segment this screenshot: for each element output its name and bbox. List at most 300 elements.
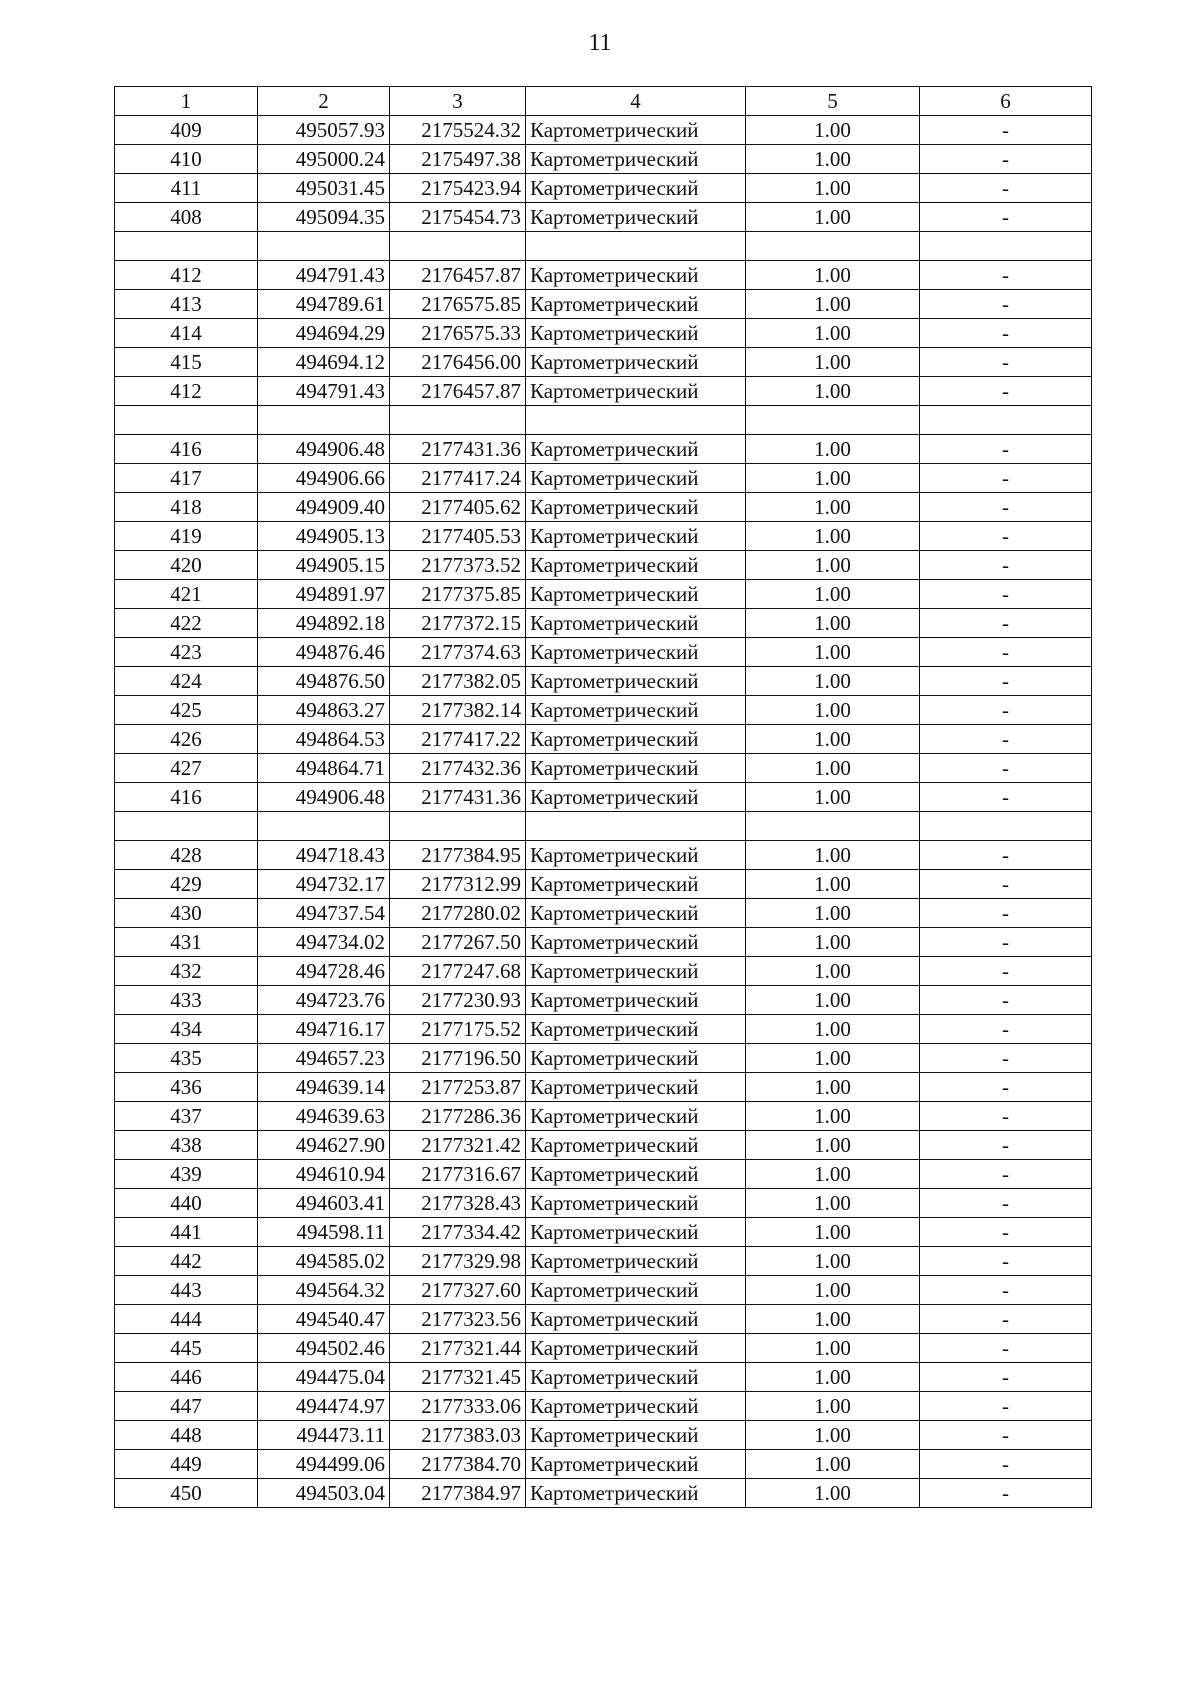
accuracy-cell: 1.00 [746, 203, 920, 232]
y-coordinate-cell: 2177432.36 [390, 754, 526, 783]
accuracy-cell: 1.00 [746, 493, 920, 522]
method-cell: Картометрический [526, 1305, 746, 1334]
y-coordinate-cell: 2177280.02 [390, 899, 526, 928]
accuracy-cell: 1.00 [746, 145, 920, 174]
method-cell: Картометрический [526, 1276, 746, 1305]
method-cell: Картометрический [526, 725, 746, 754]
method-cell: Картометрический [526, 696, 746, 725]
accuracy-cell: 1.00 [746, 870, 920, 899]
note-cell: - [920, 1305, 1092, 1334]
y-coordinate-cell: 2177321.45 [390, 1363, 526, 1392]
note-cell: - [920, 1363, 1092, 1392]
note-cell: - [920, 783, 1092, 812]
y-coordinate-cell: 2177375.85 [390, 580, 526, 609]
note-cell: - [920, 957, 1092, 986]
accuracy-cell: 1.00 [746, 174, 920, 203]
point-number-cell: 427 [115, 754, 258, 783]
table-row [115, 1392, 1092, 1421]
accuracy-cell: 1.00 [746, 1218, 920, 1247]
method-cell: Картометрический [526, 261, 746, 290]
method-cell: Картометрический [526, 1334, 746, 1363]
method-cell: Картометрический [526, 551, 746, 580]
note-cell: - [920, 522, 1092, 551]
accuracy-cell: 1.00 [746, 261, 920, 290]
method-cell: Картометрический [526, 1479, 746, 1508]
x-coordinate-cell: 494905.13 [258, 522, 390, 551]
note-cell: - [920, 348, 1092, 377]
table-row [115, 174, 1092, 203]
x-coordinate-cell: 494694.12 [258, 348, 390, 377]
y-coordinate-cell: 2177431.36 [390, 435, 526, 464]
method-cell: Картометрический [526, 116, 746, 145]
accuracy-cell: 1.00 [746, 319, 920, 348]
x-coordinate-cell: 494791.43 [258, 377, 390, 406]
y-coordinate-cell: 2175454.73 [390, 203, 526, 232]
x-coordinate-cell: 494791.43 [258, 261, 390, 290]
note-cell [920, 232, 1092, 261]
accuracy-cell: 1.00 [746, 725, 920, 754]
y-coordinate-cell: 2177286.36 [390, 1102, 526, 1131]
table-separator-row [115, 232, 1092, 261]
point-number-cell: 445 [115, 1334, 258, 1363]
accuracy-cell: 1.00 [746, 1363, 920, 1392]
note-cell: - [920, 1015, 1092, 1044]
y-coordinate-cell: 2177230.93 [390, 986, 526, 1015]
method-cell: Картометрический [526, 1131, 746, 1160]
point-number-cell: 423 [115, 638, 258, 667]
method-cell: Картометрический [526, 1102, 746, 1131]
table-row [115, 754, 1092, 783]
accuracy-cell: 1.00 [746, 580, 920, 609]
x-coordinate-cell: 494906.66 [258, 464, 390, 493]
point-number-cell: 416 [115, 435, 258, 464]
table-row [115, 783, 1092, 812]
point-number-cell: 426 [115, 725, 258, 754]
note-cell: - [920, 580, 1092, 609]
x-coordinate-cell: 494585.02 [258, 1247, 390, 1276]
table-row [115, 1189, 1092, 1218]
accuracy-cell: 1.00 [746, 696, 920, 725]
point-number-cell: 412 [115, 261, 258, 290]
note-cell: - [920, 1392, 1092, 1421]
x-coordinate-cell: 494716.17 [258, 1015, 390, 1044]
x-coordinate-cell: 494474.97 [258, 1392, 390, 1421]
table-separator-row [115, 812, 1092, 841]
point-number-cell: 420 [115, 551, 258, 580]
note-cell: - [920, 754, 1092, 783]
method-cell [526, 232, 746, 261]
point-number-cell: 439 [115, 1160, 258, 1189]
method-cell: Картометрический [526, 1392, 746, 1421]
y-coordinate-cell: 2177431.36 [390, 783, 526, 812]
method-cell: Картометрический [526, 899, 746, 928]
note-cell: - [920, 1218, 1092, 1247]
point-number-cell: 443 [115, 1276, 258, 1305]
table-row [115, 1073, 1092, 1102]
table-row [115, 435, 1092, 464]
point-number-cell: 448 [115, 1421, 258, 1450]
table-row [115, 725, 1092, 754]
point-number-cell: 438 [115, 1131, 258, 1160]
x-coordinate-cell: 494502.46 [258, 1334, 390, 1363]
accuracy-cell: 1.00 [746, 377, 920, 406]
y-coordinate-cell: 2177321.42 [390, 1131, 526, 1160]
x-coordinate-cell: 494603.41 [258, 1189, 390, 1218]
point-number-cell: 412 [115, 377, 258, 406]
y-coordinate-cell: 2176575.85 [390, 290, 526, 319]
method-cell: Картометрический [526, 377, 746, 406]
accuracy-cell: 1.00 [746, 1247, 920, 1276]
method-cell [526, 406, 746, 435]
accuracy-cell: 1.00 [746, 928, 920, 957]
accuracy-cell: 1.00 [746, 783, 920, 812]
note-cell: - [920, 1479, 1092, 1508]
table-row [115, 609, 1092, 638]
x-coordinate-cell: 494737.54 [258, 899, 390, 928]
point-number-cell [115, 812, 258, 841]
method-cell: Картометрический [526, 667, 746, 696]
point-number-cell: 421 [115, 580, 258, 609]
header-cell-2: 2 [258, 87, 390, 116]
method-cell: Картометрический [526, 319, 746, 348]
point-number-cell: 415 [115, 348, 258, 377]
table-header-row [115, 87, 1092, 116]
accuracy-cell [746, 812, 920, 841]
y-coordinate-cell: 2175524.32 [390, 116, 526, 145]
y-coordinate-cell: 2177374.63 [390, 638, 526, 667]
point-number-cell: 449 [115, 1450, 258, 1479]
method-cell: Картометрический [526, 203, 746, 232]
page-number: 11 [588, 30, 612, 56]
x-coordinate-cell: 494732.17 [258, 870, 390, 899]
table-row [115, 957, 1092, 986]
y-coordinate-cell: 2177267.50 [390, 928, 526, 957]
accuracy-cell: 1.00 [746, 1450, 920, 1479]
note-cell: - [920, 1073, 1092, 1102]
accuracy-cell: 1.00 [746, 464, 920, 493]
header-cell-4: 4 [526, 87, 746, 116]
y-coordinate-cell: 2177384.95 [390, 841, 526, 870]
note-cell: - [920, 928, 1092, 957]
accuracy-cell: 1.00 [746, 435, 920, 464]
method-cell: Картометрический [526, 1421, 746, 1450]
x-coordinate-cell: 494639.14 [258, 1073, 390, 1102]
y-coordinate-cell [390, 406, 526, 435]
point-number-cell: 440 [115, 1189, 258, 1218]
note-cell: - [920, 261, 1092, 290]
point-number-cell: 416 [115, 783, 258, 812]
note-cell: - [920, 377, 1092, 406]
accuracy-cell: 1.00 [746, 1334, 920, 1363]
point-number-cell [115, 232, 258, 261]
x-coordinate-cell: 495000.24 [258, 145, 390, 174]
point-number-cell: 442 [115, 1247, 258, 1276]
table-row [115, 928, 1092, 957]
x-coordinate-cell: 494876.50 [258, 667, 390, 696]
method-cell: Картометрический [526, 1015, 746, 1044]
y-coordinate-cell: 2177384.70 [390, 1450, 526, 1479]
table-row [115, 116, 1092, 145]
method-cell: Картометрический [526, 754, 746, 783]
y-coordinate-cell: 2177382.05 [390, 667, 526, 696]
table-row [115, 1276, 1092, 1305]
x-coordinate-cell: 494564.32 [258, 1276, 390, 1305]
x-coordinate-cell: 494610.94 [258, 1160, 390, 1189]
note-cell: - [920, 145, 1092, 174]
table-row [115, 1102, 1092, 1131]
coordinates-table-body [115, 87, 1092, 1508]
y-coordinate-cell: 2177312.99 [390, 870, 526, 899]
note-cell: - [920, 1044, 1092, 1073]
x-coordinate-cell: 495094.35 [258, 203, 390, 232]
y-coordinate-cell [390, 232, 526, 261]
method-cell: Картометрический [526, 464, 746, 493]
y-coordinate-cell: 2177253.87 [390, 1073, 526, 1102]
note-cell: - [920, 116, 1092, 145]
x-coordinate-cell: 494718.43 [258, 841, 390, 870]
note-cell: - [920, 1160, 1092, 1189]
accuracy-cell: 1.00 [746, 290, 920, 319]
table-row [115, 1305, 1092, 1334]
table-row [115, 638, 1092, 667]
point-number-cell: 418 [115, 493, 258, 522]
y-coordinate-cell: 2177417.24 [390, 464, 526, 493]
method-cell: Картометрический [526, 928, 746, 957]
point-number-cell: 410 [115, 145, 258, 174]
note-cell: - [920, 841, 1092, 870]
method-cell: Картометрический [526, 348, 746, 377]
x-coordinate-cell: 494906.48 [258, 435, 390, 464]
point-number-cell: 441 [115, 1218, 258, 1247]
method-cell: Картометрический [526, 435, 746, 464]
point-number-cell: 422 [115, 609, 258, 638]
x-coordinate-cell: 494789.61 [258, 290, 390, 319]
point-number-cell: 428 [115, 841, 258, 870]
point-number-cell: 431 [115, 928, 258, 957]
table-row [115, 348, 1092, 377]
y-coordinate-cell: 2177334.42 [390, 1218, 526, 1247]
y-coordinate-cell: 2177316.67 [390, 1160, 526, 1189]
method-cell: Картометрический [526, 870, 746, 899]
y-coordinate-cell: 2177372.15 [390, 609, 526, 638]
note-cell: - [920, 986, 1092, 1015]
table-row [115, 667, 1092, 696]
table-row [115, 899, 1092, 928]
method-cell: Картометрический [526, 841, 746, 870]
point-number-cell: 432 [115, 957, 258, 986]
method-cell: Картометрический [526, 1247, 746, 1276]
note-cell [920, 406, 1092, 435]
point-number-cell: 435 [115, 1044, 258, 1073]
y-coordinate-cell: 2177373.52 [390, 551, 526, 580]
accuracy-cell: 1.00 [746, 1189, 920, 1218]
note-cell: - [920, 493, 1092, 522]
point-number-cell: 444 [115, 1305, 258, 1334]
table-row [115, 522, 1092, 551]
header-cell-5: 5 [746, 87, 920, 116]
y-coordinate-cell: 2177417.22 [390, 725, 526, 754]
x-coordinate-cell: 494892.18 [258, 609, 390, 638]
x-coordinate-cell: 494891.97 [258, 580, 390, 609]
x-coordinate-cell: 494657.23 [258, 1044, 390, 1073]
y-coordinate-cell: 2176457.87 [390, 261, 526, 290]
y-coordinate-cell: 2177247.68 [390, 957, 526, 986]
table-row [115, 580, 1092, 609]
table-row [115, 203, 1092, 232]
accuracy-cell: 1.00 [746, 522, 920, 551]
y-coordinate-cell: 2177405.53 [390, 522, 526, 551]
table-row [115, 986, 1092, 1015]
header-cell-6: 6 [920, 87, 1092, 116]
table-row [115, 1044, 1092, 1073]
note-cell: - [920, 203, 1092, 232]
method-cell: Картометрический [526, 290, 746, 319]
x-coordinate-cell [258, 406, 390, 435]
method-cell: Картометрический [526, 145, 746, 174]
x-coordinate-cell: 494639.63 [258, 1102, 390, 1131]
note-cell: - [920, 870, 1092, 899]
note-cell: - [920, 667, 1092, 696]
x-coordinate-cell: 494864.71 [258, 754, 390, 783]
table-row [115, 1363, 1092, 1392]
method-cell: Картометрический [526, 1189, 746, 1218]
x-coordinate-cell: 495057.93 [258, 116, 390, 145]
x-coordinate-cell: 494905.15 [258, 551, 390, 580]
method-cell: Картометрический [526, 522, 746, 551]
note-cell: - [920, 725, 1092, 754]
point-number-cell: 425 [115, 696, 258, 725]
point-number-cell: 437 [115, 1102, 258, 1131]
header-cell-1: 1 [115, 87, 258, 116]
x-coordinate-cell: 494864.53 [258, 725, 390, 754]
method-cell: Картометрический [526, 609, 746, 638]
x-coordinate-cell: 495031.45 [258, 174, 390, 203]
accuracy-cell: 1.00 [746, 1276, 920, 1305]
y-coordinate-cell: 2177405.62 [390, 493, 526, 522]
x-coordinate-cell: 494598.11 [258, 1218, 390, 1247]
y-coordinate-cell: 2177321.44 [390, 1334, 526, 1363]
point-number-cell: 424 [115, 667, 258, 696]
accuracy-cell: 1.00 [746, 986, 920, 1015]
note-cell: - [920, 1334, 1092, 1363]
y-coordinate-cell: 2177175.52 [390, 1015, 526, 1044]
table-row [115, 870, 1092, 899]
y-coordinate-cell: 2177383.03 [390, 1421, 526, 1450]
accuracy-cell: 1.00 [746, 551, 920, 580]
table-row [115, 1015, 1092, 1044]
x-coordinate-cell: 494503.04 [258, 1479, 390, 1508]
x-coordinate-cell: 494909.40 [258, 493, 390, 522]
note-cell: - [920, 1421, 1092, 1450]
point-number-cell: 409 [115, 116, 258, 145]
y-coordinate-cell: 2177323.56 [390, 1305, 526, 1334]
coordinates-table [114, 86, 1092, 1508]
note-cell: - [920, 464, 1092, 493]
x-coordinate-cell: 494863.27 [258, 696, 390, 725]
accuracy-cell: 1.00 [746, 1392, 920, 1421]
x-coordinate-cell: 494723.76 [258, 986, 390, 1015]
accuracy-cell: 1.00 [746, 1044, 920, 1073]
note-cell: - [920, 696, 1092, 725]
x-coordinate-cell: 494876.46 [258, 638, 390, 667]
accuracy-cell: 1.00 [746, 348, 920, 377]
accuracy-cell: 1.00 [746, 638, 920, 667]
table-row [115, 551, 1092, 580]
point-number-cell: 430 [115, 899, 258, 928]
note-cell: - [920, 1131, 1092, 1160]
accuracy-cell: 1.00 [746, 841, 920, 870]
point-number-cell: 414 [115, 319, 258, 348]
note-cell: - [920, 1102, 1092, 1131]
table-row [115, 290, 1092, 319]
table-row [115, 696, 1092, 725]
point-number-cell: 436 [115, 1073, 258, 1102]
y-coordinate-cell: 2175497.38 [390, 145, 526, 174]
y-coordinate-cell: 2176575.33 [390, 319, 526, 348]
point-number-cell: 413 [115, 290, 258, 319]
table-row [115, 1421, 1092, 1450]
accuracy-cell: 1.00 [746, 957, 920, 986]
table-row [115, 319, 1092, 348]
note-cell: - [920, 609, 1092, 638]
note-cell: - [920, 1450, 1092, 1479]
method-cell: Картометрический [526, 580, 746, 609]
note-cell: - [920, 638, 1092, 667]
note-cell: - [920, 1276, 1092, 1305]
x-coordinate-cell [258, 232, 390, 261]
method-cell: Картометрический [526, 1044, 746, 1073]
table-row [115, 464, 1092, 493]
y-coordinate-cell: 2177196.50 [390, 1044, 526, 1073]
note-cell [920, 812, 1092, 841]
note-cell: - [920, 435, 1092, 464]
table-row [115, 493, 1092, 522]
accuracy-cell: 1.00 [746, 1131, 920, 1160]
accuracy-cell: 1.00 [746, 1479, 920, 1508]
method-cell: Картометрический [526, 1363, 746, 1392]
y-coordinate-cell: 2176456.00 [390, 348, 526, 377]
method-cell: Картометрический [526, 986, 746, 1015]
note-cell: - [920, 1189, 1092, 1218]
method-cell: Картометрический [526, 1160, 746, 1189]
method-cell: Картометрический [526, 783, 746, 812]
y-coordinate-cell: 2176457.87 [390, 377, 526, 406]
x-coordinate-cell: 494473.11 [258, 1421, 390, 1450]
method-cell: Картометрический [526, 638, 746, 667]
point-number-cell: 447 [115, 1392, 258, 1421]
y-coordinate-cell [390, 812, 526, 841]
table-row [115, 261, 1092, 290]
accuracy-cell: 1.00 [746, 609, 920, 638]
x-coordinate-cell: 494734.02 [258, 928, 390, 957]
point-number-cell: 408 [115, 203, 258, 232]
accuracy-cell: 1.00 [746, 754, 920, 783]
y-coordinate-cell: 2177329.98 [390, 1247, 526, 1276]
point-number-cell: 446 [115, 1363, 258, 1392]
method-cell: Картометрический [526, 957, 746, 986]
accuracy-cell: 1.00 [746, 1015, 920, 1044]
y-coordinate-cell: 2177333.06 [390, 1392, 526, 1421]
method-cell: Картометрический [526, 1218, 746, 1247]
note-cell: - [920, 319, 1092, 348]
note-cell: - [920, 290, 1092, 319]
table-row [115, 1247, 1092, 1276]
method-cell: Картометрический [526, 493, 746, 522]
y-coordinate-cell: 2175423.94 [390, 174, 526, 203]
table-row [115, 1334, 1092, 1363]
x-coordinate-cell: 494499.06 [258, 1450, 390, 1479]
table-separator-row [115, 406, 1092, 435]
